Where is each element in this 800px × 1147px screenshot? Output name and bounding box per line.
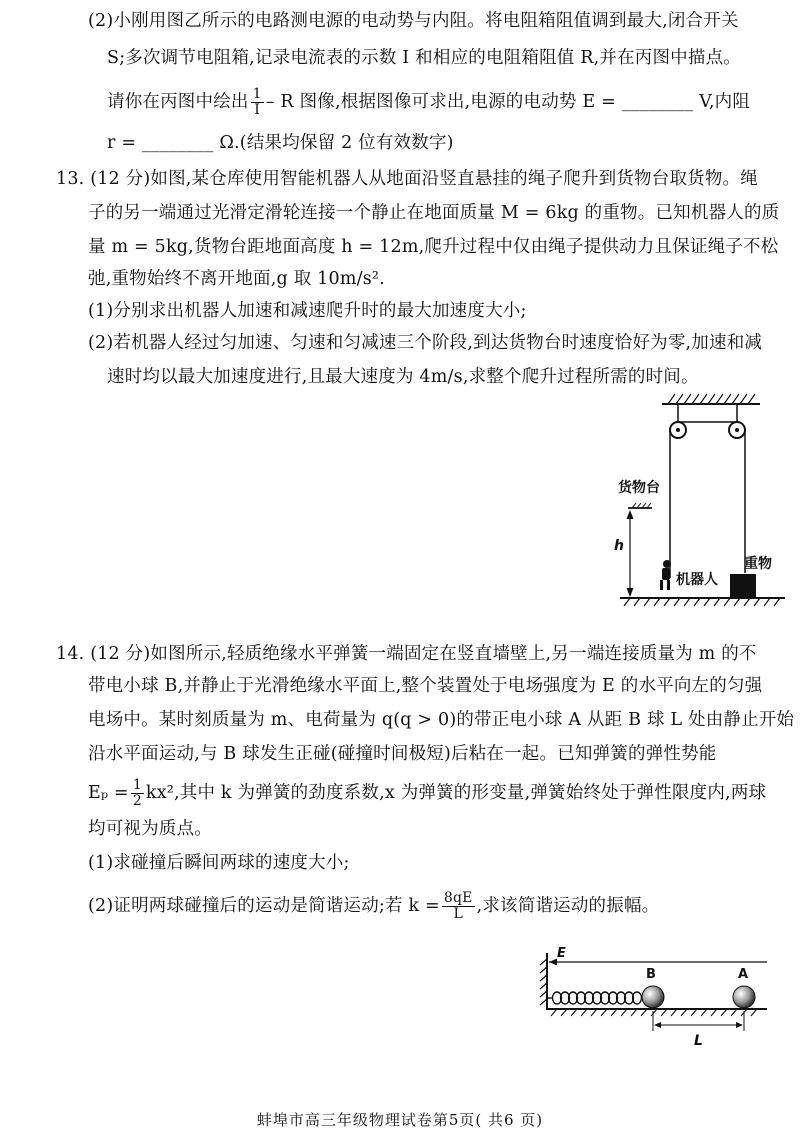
q14-part2-post: ,求该简谐运动的振幅。: [476, 896, 660, 916]
q13-part1: (1)分别求出机器人加速和减速爬升时的最大加速度大小;: [88, 301, 527, 321]
q13-line2: 子的另一端通过光滑定滑轮连接一个静止在地面质量 M = 6kg 的重物。已知机器人的质: [88, 203, 780, 223]
robot-icon: [660, 560, 671, 590]
q12-part2-line4: r = ________ Ω.(结果均保留 2 位有效数字): [107, 133, 454, 153]
q13-part2-line2: 速时均以最大加速度进行,且最大速度为 4m/s,求整个爬升过程所需的时间。: [107, 367, 699, 387]
q14-part2: [88, 891, 659, 922]
q14-line6: 均可视为质点。: [88, 819, 212, 839]
fraction-8qE-over-L: $\frac{8qE}{L}$: [443, 890, 473, 922]
q14-part1: (1)求碰撞后瞬间两球的速度大小;: [88, 853, 350, 873]
label-cargo-platform: 货物台: [618, 480, 660, 496]
label-E: E: [557, 946, 566, 961]
q12-part2-line1: (2)小刚用图乙所示的电路测电源的电动势与内阻。将电阻箱阻值调到最大,闭合开关: [88, 11, 739, 31]
q12-part2-line3: [107, 87, 750, 118]
ball-B: [642, 986, 664, 1008]
weight-block: [730, 574, 756, 598]
spring: [547, 992, 643, 1004]
label-A: A: [738, 967, 749, 982]
fraction-1-over-I: $\frac{1}{I}$: [252, 86, 262, 118]
q13-pulley-figure: [600, 388, 790, 613]
ball-A: [733, 986, 755, 1008]
ep-symbol: Eₚ =: [88, 783, 129, 803]
q14-line5-text: kx²,其中 k 为弹簧的劲度系数,x 为弹簧的形变量,弹簧始终处于弹性限度内,两球: [145, 783, 767, 803]
q14-part2-pre: (2)证明两球碰撞后的运动是简谐运动;若 k =: [88, 896, 440, 916]
q14-line2: 带电小球 B,并静止于光滑绝缘水平面上,整个装置处于电场强度为 E 的水平向左的匀强: [88, 676, 763, 696]
label-robot: 机器人: [676, 572, 718, 588]
q14-line4: 沿水平面运动,与 B 球发生正碰(碰撞时间极短)后粘在一起。已知弹簧的弹性势能: [88, 744, 717, 764]
q13-line1: 13. (12 分)如图,某仓库使用智能机器人从地面沿竖直悬挂的绳子爬升到货物台取货物。绳: [56, 169, 758, 189]
q12-line3-post: – R 图像,根据图像可求出,电源的电动势 E = ________ V,内阻: [265, 92, 751, 112]
label-B: B: [646, 967, 656, 982]
label-h: h: [614, 538, 624, 554]
label-L: L: [694, 1033, 703, 1049]
q14-line5: [88, 778, 766, 809]
q14-spring-figure: [535, 945, 780, 1055]
q13-line4: 弛,重物始终不离开地面,g 取 10m/s².: [88, 269, 385, 289]
q12-part2-line2: S;多次调节电阻箱,记录电流表的示数 I 和相应的电阻箱阻值 R,并在丙图中描点。: [107, 48, 741, 68]
fraction-one-half: $\frac{1}{2}$: [132, 777, 142, 809]
page-footer: 蚌埠市高三年级物理试卷第5页( 共6 页): [256, 1111, 544, 1129]
q14-line3: 电场中。某时刻质量为 m、电荷量为 q(q > 0)的带正电小球 A 从距 B 球 L 处由静止开始: [88, 710, 795, 730]
q14-line1: 14. (12 分)如图所示,轻质绝缘水平弹簧一端固定在竖直墙壁上,另一端连接质量为 m 的不: [56, 644, 757, 664]
q13-line3: 量 m = 5kg,货物台距地面高度 h = 12m,爬升过程中仅由绳子提供动力且保证绳子不松: [88, 237, 779, 257]
label-weight: 重物: [744, 556, 772, 572]
q13-part2-line1: (2)若机器人经过匀加速、匀速和匀减速三个阶段,到达货物台时速度恰好为零,加速和减: [88, 333, 763, 353]
q12-line3-pre: 请你在丙图中绘出: [107, 92, 249, 112]
